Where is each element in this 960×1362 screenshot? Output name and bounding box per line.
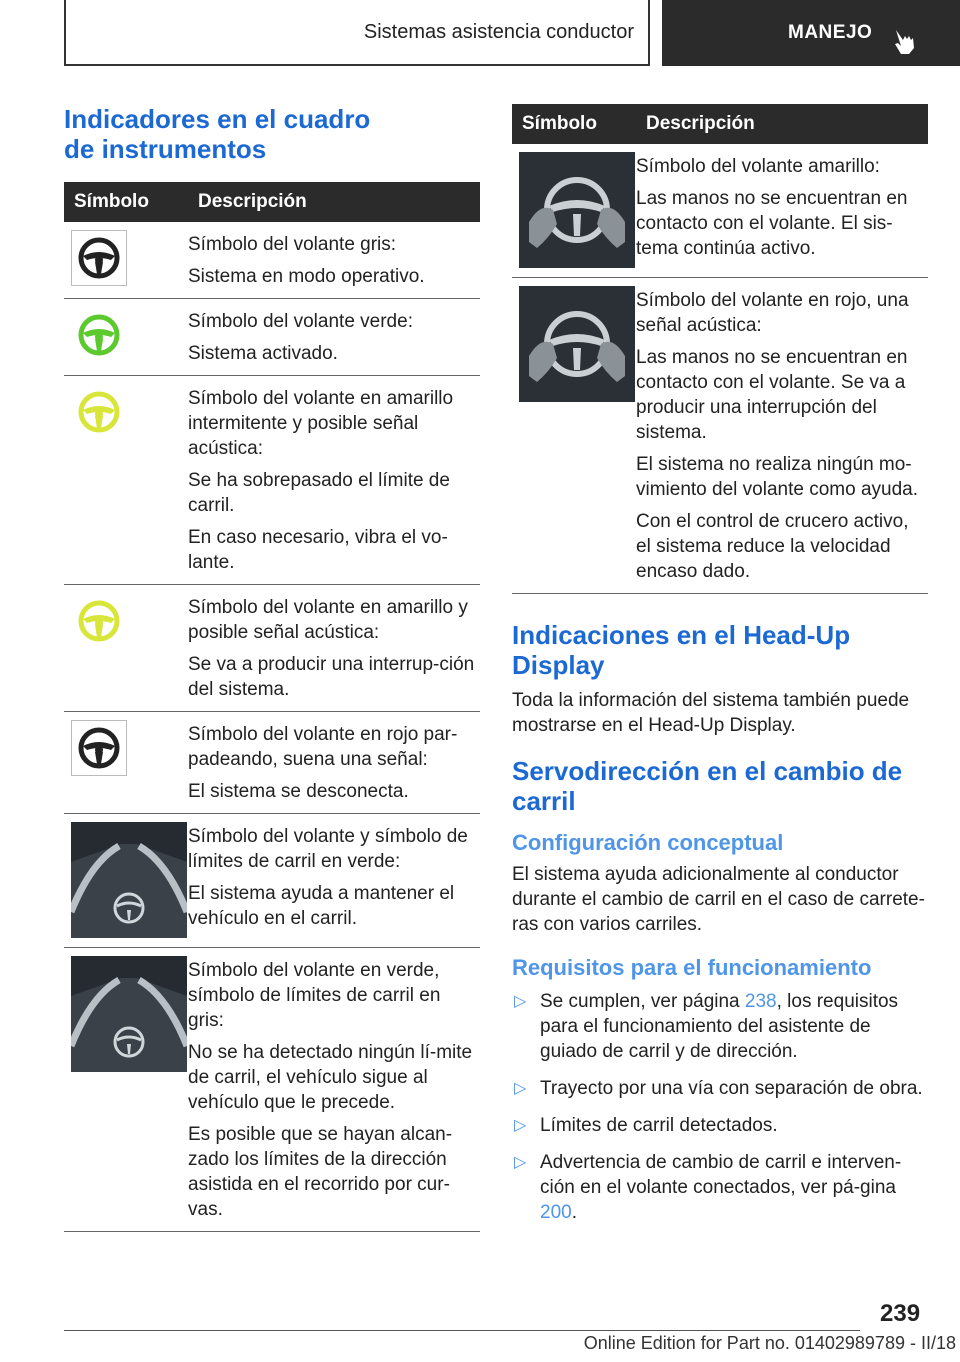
indicator-table-continued: [512, 104, 928, 594]
list-item-text: Se cumplen, ver página: [540, 991, 745, 1012]
left-column: [64, 104, 480, 1232]
description-line: El sistema no realiza ningún mo-vimiento del volante como ayuda.: [636, 454, 918, 500]
footer-divider: [64, 1330, 860, 1331]
steering-wheel-green-icon: [71, 307, 127, 363]
lane-limits-gray-icon: [71, 956, 187, 1072]
requirements-title: Requisitos para el funcionamiento: [512, 955, 872, 980]
list-item: [512, 1113, 928, 1138]
hand-pointer-icon: [890, 26, 920, 56]
table-row: [64, 712, 480, 814]
list-item-text-end: .: [571, 1202, 577, 1223]
table-row: [512, 144, 928, 278]
hands-off-red-icon: [519, 286, 635, 402]
table-row: [64, 585, 480, 712]
left-section-title: Indicadores en el cuadro de instrumentos: [64, 104, 371, 164]
col-description-header: Descripción: [188, 182, 480, 222]
list-item-text: Advertencia de cambio de carril e interven-ción en el volante conectados, ver pá-gina: [540, 1152, 902, 1198]
description-cell: [188, 585, 480, 712]
steering-wheel-yellow-blinking-icon: [71, 384, 127, 440]
description-line: Símbolo del volante en amarillo intermitente y posible señal acústica:: [188, 388, 454, 459]
symbol-cell: [64, 712, 188, 814]
table-row: [64, 814, 480, 948]
col-symbol-header: Símbolo: [64, 182, 188, 222]
description-line: Símbolo del volante en verde, símbolo de límites de carril en gris:: [188, 960, 441, 1031]
page-link[interactable]: 238: [744, 991, 777, 1012]
description-cell: [188, 814, 480, 948]
table-row: [64, 222, 480, 299]
footer-edition: Online Edition for Part no. 01402989789 - II/18: [583, 1333, 956, 1353]
description-line: Símbolo del volante amarillo:: [636, 156, 880, 177]
symbol-cell: [64, 222, 188, 299]
triangle-bullet-icon: ▷: [514, 1080, 527, 1097]
list-item-text-end: , los requisitos para el funcionamiento del asistente de guiado de carril y de dirección.: [540, 991, 899, 1062]
list-item: [512, 1150, 928, 1225]
concept-text: El sistema ayuda adicionalmente al conductor durante el cambio de carril en el caso de carrete-ras con varios carriles.: [512, 864, 925, 935]
triangle-bullet-icon: ▷: [514, 1154, 527, 1171]
servo-section-title: Servodirección en el cambio de carril: [512, 756, 903, 816]
description-line: Sistema en modo operativo.: [188, 266, 425, 287]
description-line: Símbolo del volante en amarillo y posible señal acústica:: [188, 597, 468, 643]
description-line: El sistema se desconecta.: [188, 781, 409, 802]
description-line: Símbolo del volante y símbolo de límites de carril en verde:: [188, 826, 468, 872]
description-line: Símbolo del volante verde:: [188, 311, 413, 332]
description-line: Es posible que se hayan alcan-zado los límites de la dirección asistida en el recorrido por cur-vas.: [188, 1124, 453, 1220]
table-row: [64, 948, 480, 1232]
list-item: [512, 1076, 928, 1101]
description-line: Se va a producir una interrup-ción del sistema.: [188, 654, 475, 700]
table-row: [512, 278, 928, 594]
symbol-cell: [64, 585, 188, 712]
header-section-title: Sistemas asistencia conductor: [363, 20, 634, 43]
description-cell: [188, 712, 480, 814]
symbol-cell: [512, 278, 636, 594]
description-cell: [188, 376, 480, 585]
list-item-text: Trayecto por una vía con separación de obra.: [540, 1078, 923, 1099]
page-number: 239: [880, 1300, 921, 1327]
list-item: [512, 989, 928, 1064]
hud-section-text: Toda la información del sistema también puede mostrarse en el Head-Up Display.: [512, 690, 910, 736]
description-line: Símbolo del volante en rojo, una señal acústica:: [636, 290, 909, 336]
description-line: Las manos no se encuentran en contacto con el volante. Se va a producir una interrupción del sistema.: [636, 347, 908, 443]
concept-title: Configuración conceptual: [512, 830, 784, 855]
symbol-cell: [64, 376, 188, 585]
col-description-header-2: Descripción: [636, 104, 928, 144]
right-column: [512, 104, 928, 1237]
list-item-text: Límites de carril detectados.: [540, 1115, 778, 1136]
table-row: [64, 299, 480, 376]
requirements-list: [512, 989, 928, 1225]
description-line: Símbolo del volante en rojo par-padeando, suena una señal:: [188, 724, 458, 770]
col-symbol-header-2: Símbolo: [512, 104, 636, 144]
triangle-bullet-icon: ▷: [514, 993, 527, 1010]
symbol-cell: [64, 814, 188, 948]
symbol-cell: [512, 144, 636, 278]
lane-limits-green-icon: [71, 822, 187, 938]
description-line: En caso necesario, vibra el vo-lante.: [188, 527, 448, 573]
description-line: Las manos no se encuentran en contacto con el volante. El sis-tema continúa activo.: [636, 188, 908, 259]
description-cell: [188, 948, 480, 1232]
description-line: No se ha detectado ningún lí-mite de carril, el vehículo sigue al vehículo que le precede.: [188, 1042, 473, 1113]
description-cell: [188, 222, 480, 299]
description-line: El sistema ayuda a mantener el vehículo en el carril.: [188, 883, 455, 929]
header-section-box: [64, 0, 650, 66]
indicator-table: [64, 182, 480, 1232]
symbol-cell: [64, 299, 188, 376]
steering-wheel-yellow-icon: [71, 593, 127, 649]
description-line: Se ha sobrepasado el límite de carril.: [188, 470, 450, 516]
description-line: Con el control de crucero activo, el sistema reduce la velocidad encaso dado.: [636, 511, 909, 582]
header-chapter-title: MANEJO: [788, 22, 873, 43]
description-cell: [636, 278, 928, 594]
triangle-bullet-icon: ▷: [514, 1117, 527, 1134]
description-cell: [636, 144, 928, 278]
description-line: Sistema activado.: [188, 343, 338, 364]
hands-off-yellow-icon: [519, 152, 635, 268]
steering-wheel-red-blinking-icon: [71, 720, 127, 776]
steering-wheel-gray-icon: [71, 230, 127, 286]
description-line: Símbolo del volante gris:: [188, 234, 397, 255]
table-row: [64, 376, 480, 585]
page-link[interactable]: 200: [540, 1202, 572, 1223]
description-cell: [188, 299, 480, 376]
hud-section-title: Indicaciones en el Head-Up Display: [512, 620, 851, 680]
symbol-cell: [64, 948, 188, 1232]
